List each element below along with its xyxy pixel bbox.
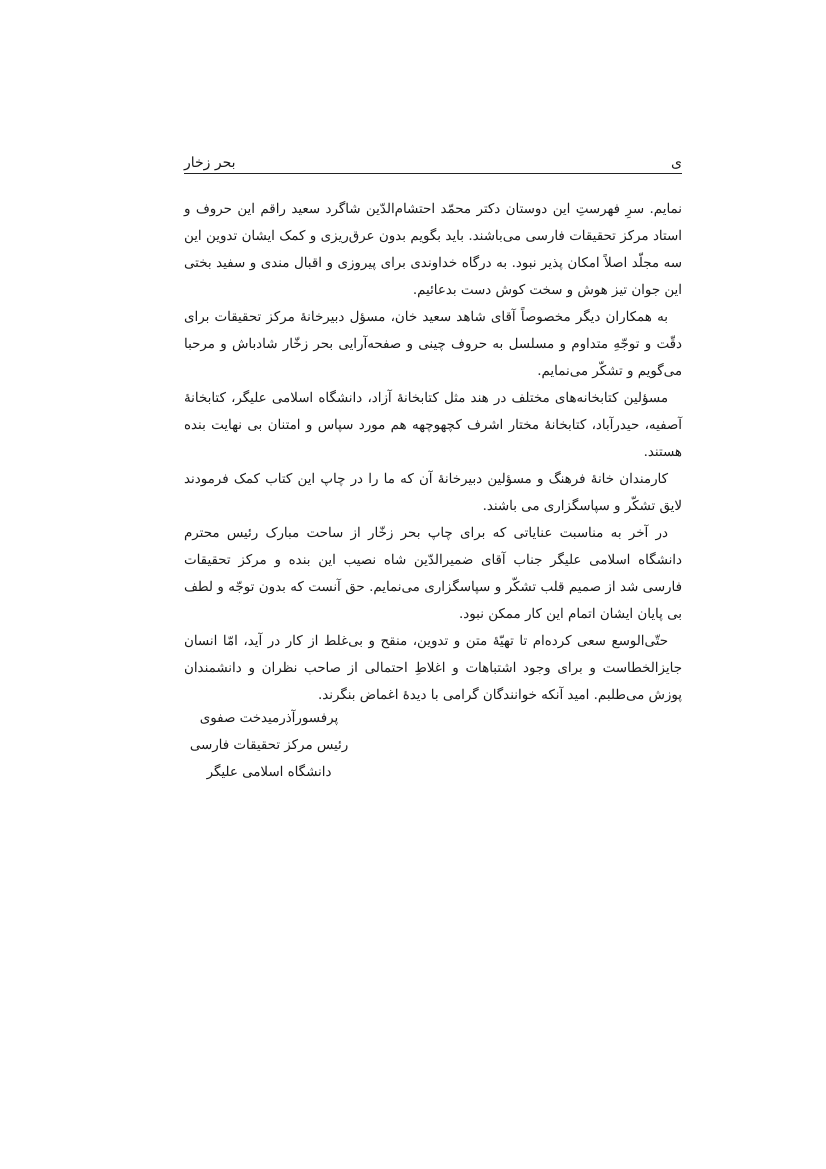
book-title: بحر زخار bbox=[184, 155, 236, 171]
body-text bbox=[184, 196, 682, 709]
paragraph-2: به همکاران دیگر مخصوصاً آقای شاهد سعید خان، مسؤل دبیرخانهٔ مرکز تحقیقات برای دقّت و توجّهِ متداوم و مسلسل به حروف چینی و صفحه‌آرایی بحر زخّار شادباش و مرحبا می‌گویم و تشکّر می‌نمایم. bbox=[184, 310, 682, 379]
signature-position: رئیس مرکز تحقیقات فارسی bbox=[189, 738, 349, 753]
paragraph-6: حتّی‌الوسع سعی کرده‌ام تا تهیّهٔ متن و تدوین، منقح و بی‌غلط از کار در آید، امّا انسان جایزالخطاست و برای وجود اشتباهات و اغلاطِ احتمالی از صاحب نظران و دانشمندان پوزش می‌طلبم. امید آنکه خوانندگان گرامی با دیدهٔ اغماض بنگرند. bbox=[184, 634, 682, 703]
paragraph-3: مسؤلین کتابخانه‌های مختلف در هند مثل کتابخانهٔ آزاد، دانشگاه اسلامی علیگر، کتابخانهٔ آصفیه، حیدرآباد، کتابخانهٔ مختار اشرف کچهوچهه هم مورد سپاس و امتنان بی نهایت بنده هستند. bbox=[184, 391, 682, 460]
header-rule bbox=[184, 173, 682, 174]
paragraph-5: در آخر به مناسبت عنایاتی که برای چاپ بحر زخّار از ساحت مبارک رئیس محترم دانشگاه اسلامی علیگر جناب آقای ضمیرالدّین شاه نصیب این بنده و مرکز تحقیقات فارسی شد از صمیم قلب تشکّر و سپاسگزاری می‌نمایم. حق آنست که بدون توجّه و لطف بی پایان ایشان اتمام این کار ممکن نبود. bbox=[184, 526, 682, 622]
running-head bbox=[184, 146, 682, 172]
signature-institution: دانشگاه اسلامی علیگر bbox=[206, 765, 332, 780]
signature-block bbox=[184, 705, 354, 786]
signature-name: پرفسورآذرمیدخت صفوی bbox=[199, 711, 339, 726]
page-number: ی bbox=[671, 155, 682, 171]
paragraph-1: نمایم. سرِ فهرستِ این دوستان دکتر محمّد احتشام‌الدّین شاگرد سعید راقم این حروف و استاد مرکز تحقیقات فارسی می‌باشند. باید بگویم بدون عرق‌ریزی و کمک ایشان تدوین این سه مجلّد اصلاً امکان پذیر نبود. به درگاه خداوندی برای پیروزی و اقبال مندی و سفید بختی این جوان تیز هوش و سخت کوش دست بدعائیم. bbox=[184, 202, 682, 298]
paragraph-4: کارمندان خانهٔ فرهنگ و مسؤلین دبیرخانهٔ آن که ما را در چاپ این کتاب کمک فرمودند لایق تشکّر و سپاسگزاری می باشند. bbox=[184, 472, 682, 514]
